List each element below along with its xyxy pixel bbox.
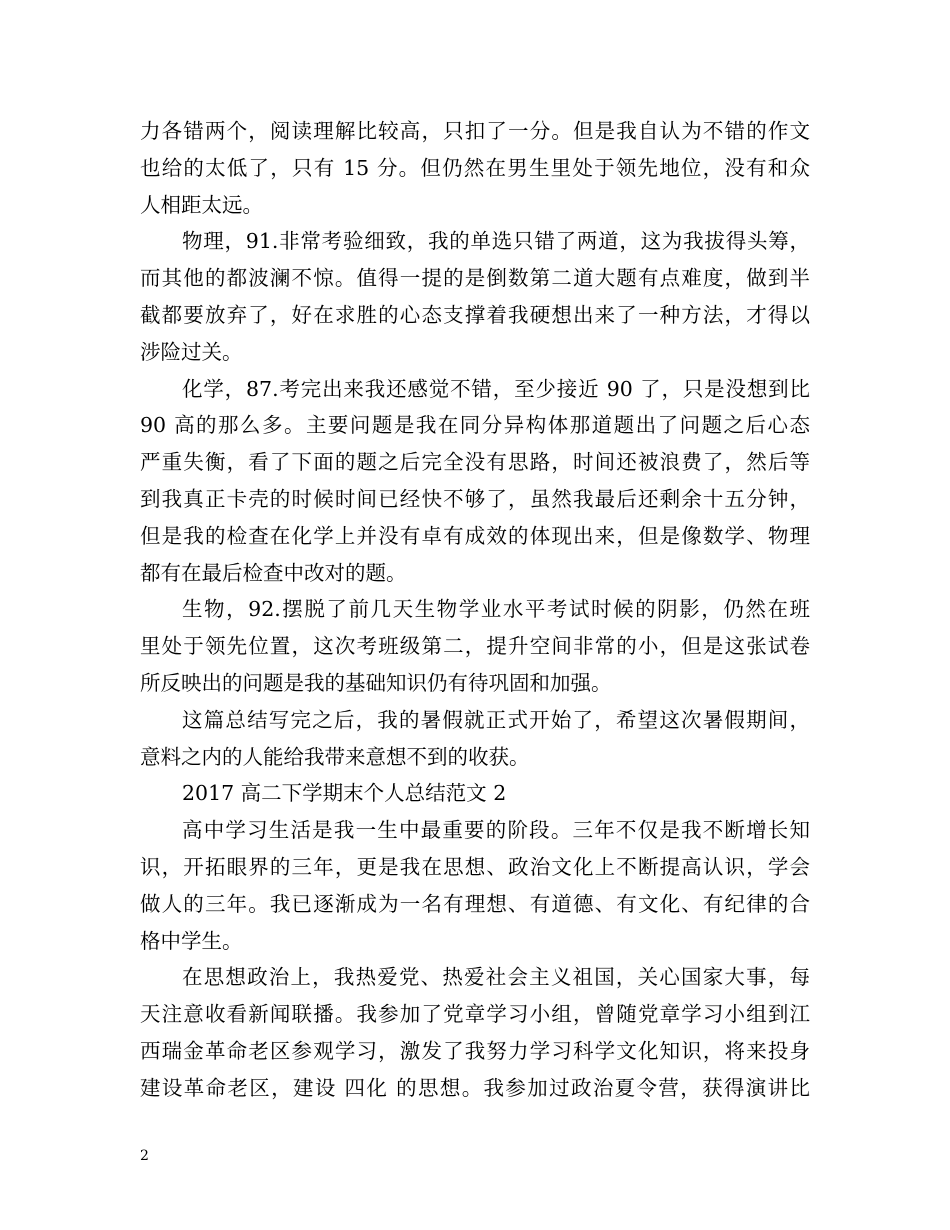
text-line: 截都要放弃了，好在求胜的心态支撑着我硬想出来了一种方法，才得以 xyxy=(140,302,810,327)
text-line: 也给的太低了，只有 15 分。但仍然在男生里处于领先地位，没有和众 xyxy=(140,155,810,180)
text-line: 严重失衡，看了下面的题之后完全没有思路，时间还被浪费了，然后等 xyxy=(140,450,810,475)
text-line: 西瑞金革命老区参观学习，激发了我努力学习科学文化知识，将来投身 xyxy=(140,1038,810,1063)
text-line: 化学，87.考完出来我还感觉不错，至少接近 90 了，只是没想到比 xyxy=(182,376,810,401)
text-line: 识，开拓眼界的三年，更是我在思想、政治文化上不断提高认识，学会 xyxy=(140,854,810,879)
text-line: 这篇总结写完之后，我的暑假就正式开始了，希望这次暑假期间， xyxy=(182,707,810,732)
document-body xyxy=(140,113,810,1107)
page-number: 2 xyxy=(140,1148,149,1164)
text-line: 做人的三年。我已逐渐成为一名有理想、有道德、有文化、有纪律的合 xyxy=(140,891,810,916)
text-line: 力各错两个，阅读理解比较高，只扣了一分。但是我自认为不错的作文 xyxy=(140,119,810,143)
text-line: 建设革命老区，建设 四化 的思想。我参加过政治夏令营，获得演讲比 xyxy=(140,1075,810,1100)
text-line: 天注意收看新闻联播。我参加了党章学习小组，曾随党章学习小组到江 xyxy=(140,1002,810,1027)
text-line: 格中学生。 xyxy=(140,928,243,953)
text-line: 涉险过关。 xyxy=(140,339,243,364)
text-line: 到我真正卡壳的时候时间已经快不够了，虽然我最后还剩余十五分钟， xyxy=(140,486,810,511)
text-line: 高中学习生活是我一生中最重要的阶段。三年不仅是我不断增长知 xyxy=(182,818,810,843)
text-line: 而其他的都波澜不惊。值得一提的是倒数第二道大题有点难度，做到半 xyxy=(140,266,810,291)
text-line: 但是我的检查在化学上并没有卓有成效的体现出来，但是像数学、物理 xyxy=(140,523,810,548)
text-line: 人相距太远。 xyxy=(140,192,263,217)
text-line: 2017 高二下学期末个人总结范文 2 xyxy=(182,781,507,806)
text-line: 意料之内的人能给我带来意想不到的收获。 xyxy=(140,744,530,769)
text-line: 都有在最后检查中改对的题。 xyxy=(140,560,407,585)
text-line: 90 高的那么多。主要问题是我在同分异构体那道题出了问题之后心态 xyxy=(140,413,810,438)
text-line: 在思想政治上，我热爱党、热爱社会主义祖国，关心国家大事，每 xyxy=(182,965,810,990)
text-line: 生物，92.摆脱了前几天生物学业水平考试时候的阴影，仍然在班 xyxy=(182,597,810,622)
text-line: 物理，91.非常考验细致，我的单选只错了两道，这为我拔得头筹， xyxy=(182,229,810,254)
text-line: 里处于领先位置，这次考班级第二，提升空间非常的小，但是这张试卷 xyxy=(140,634,810,659)
text-line: 所反映出的问题是我的基础知识仍有待巩固和加强。 xyxy=(140,670,612,695)
